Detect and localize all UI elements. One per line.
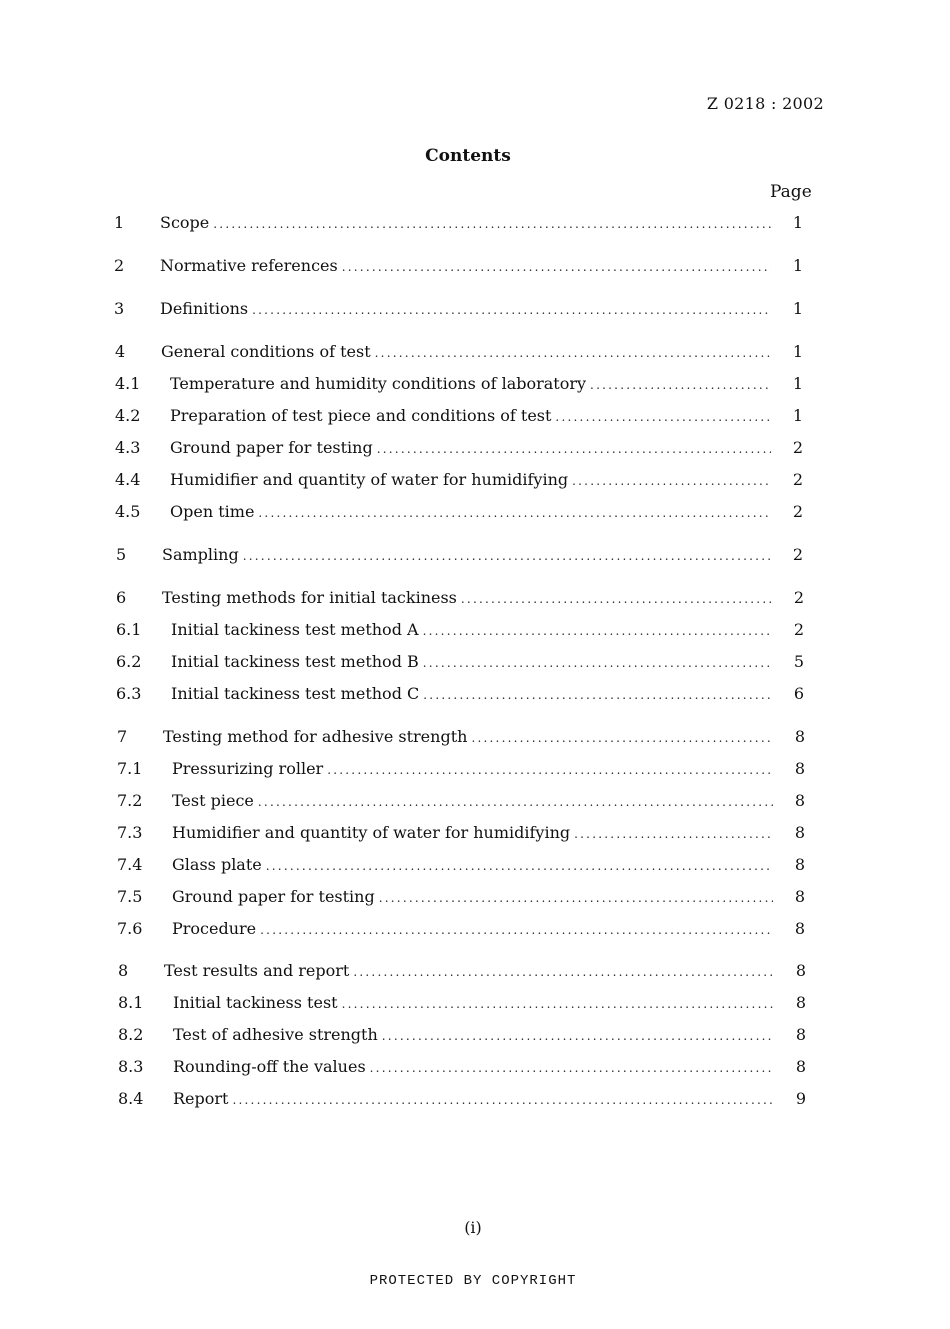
toc-entry-number: 7.5: [117, 887, 143, 906]
dot-leader: [375, 346, 771, 360]
dot-leader: [423, 688, 772, 702]
toc-entry[interactable]: [114, 299, 803, 323]
toc-entry-label: General conditions of test: [161, 342, 371, 361]
toc-entry-page: 9: [795, 1089, 806, 1108]
toc-entry-page: 8: [794, 791, 805, 810]
toc-entry-number: 3: [114, 299, 125, 318]
toc-entry-number: 4.4: [115, 470, 141, 489]
dot-leader: [342, 997, 774, 1011]
toc-entry[interactable]: [117, 759, 805, 783]
toc-entry-label: Report: [173, 1089, 229, 1108]
dot-leader: [574, 827, 773, 841]
toc-entry-page: 8: [795, 961, 806, 980]
toc-entry-number: 6: [116, 588, 127, 607]
toc-entry[interactable]: [118, 1089, 806, 1113]
toc-entry-page: 8: [794, 823, 805, 842]
toc-entry[interactable]: [116, 620, 804, 644]
toc-entry-label: Initial tackiness test method A: [171, 620, 419, 639]
dot-leader: [353, 965, 774, 979]
dot-leader: [327, 763, 773, 777]
toc-entry-label: Rounding-off the values: [173, 1057, 366, 1076]
dot-leader: [243, 549, 771, 563]
page-number: (i): [464, 1218, 482, 1237]
toc-entry-label: Initial tackiness test method B: [171, 652, 419, 671]
toc-entry-number: 7.2: [117, 791, 143, 810]
toc-entry-page: 8: [794, 919, 805, 938]
toc-entry[interactable]: [118, 1025, 806, 1049]
toc-entry-number: 7.3: [117, 823, 143, 842]
toc-entry-number: 7.1: [117, 759, 143, 778]
toc-entry[interactable]: [118, 961, 806, 985]
toc-entry-number: 8.2: [118, 1025, 144, 1044]
toc-entry[interactable]: [115, 470, 803, 494]
dot-leader: [555, 410, 771, 424]
toc-entry-number: 4.3: [115, 438, 141, 457]
toc-entry-label: Test of adhesive strength: [173, 1025, 378, 1044]
toc-entry-number: 1: [114, 213, 125, 232]
toc-entry-page: 8: [794, 759, 805, 778]
toc-entry-page: 1: [792, 299, 803, 318]
toc-entry-page: 1: [792, 213, 803, 232]
toc-entry-number: 8.3: [118, 1057, 144, 1076]
toc-entry-label: Ground paper for testing: [170, 438, 373, 457]
toc-entry-label: Scope: [160, 213, 210, 232]
toc-entry-number: 6.1: [116, 620, 142, 639]
dot-leader: [423, 656, 772, 670]
toc-entry-label: Test results and report: [164, 961, 350, 980]
toc-entry-label: Temperature and humidity conditions of laboratory: [170, 374, 587, 393]
copyright-notice: PROTECTED BY COPYRIGHT: [369, 1273, 577, 1289]
toc-entry-number: 4.2: [115, 406, 141, 425]
toc-entry-number: 7.4: [117, 855, 143, 874]
toc-entry-number: 8: [118, 961, 129, 980]
toc-entry-number: 2: [114, 256, 125, 275]
toc-entry-number: 7: [117, 727, 128, 746]
toc-entry-page: 2: [792, 470, 803, 489]
toc-entry-label: Pressurizing roller: [172, 759, 324, 778]
toc-entry-number: 8.4: [118, 1089, 144, 1108]
toc-entry[interactable]: [117, 887, 805, 911]
toc-entry[interactable]: [115, 502, 803, 526]
toc-entry-label: Definitions: [160, 299, 249, 318]
toc-entry[interactable]: [116, 652, 804, 676]
toc-entry-label: Initial tackiness test: [173, 993, 338, 1012]
toc-entry[interactable]: [115, 438, 803, 462]
toc-entry-label: Glass plate: [172, 855, 262, 874]
toc-entry-number: 6.2: [116, 652, 142, 671]
document-id: Z 0218 : 2002: [706, 94, 824, 113]
toc-entry-page: 8: [795, 993, 806, 1012]
toc-entry-number: 4.1: [115, 374, 141, 393]
toc-entry[interactable]: [115, 374, 803, 398]
dot-leader: [572, 474, 771, 488]
toc-entry[interactable]: [115, 406, 803, 430]
toc-entry-page: 8: [794, 887, 805, 906]
toc-entry-page: 8: [795, 1025, 806, 1044]
toc-entry-page: 2: [792, 438, 803, 457]
toc-entry-page: 2: [792, 502, 803, 521]
toc-entry-page: 1: [792, 406, 803, 425]
toc-entry-number: 7.6: [117, 919, 143, 938]
toc-entry-label: Testing method for adhesive strength: [163, 727, 468, 746]
toc-entry-label: Test piece: [172, 791, 254, 810]
dot-leader: [258, 795, 773, 809]
toc-entry-page: 1: [792, 342, 803, 361]
dot-leader: [382, 1029, 774, 1043]
toc-entry-number: 4.5: [115, 502, 141, 521]
toc-entry-page: 2: [792, 545, 803, 564]
dot-leader: [258, 506, 771, 520]
toc-entry[interactable]: [117, 919, 805, 943]
toc-entry[interactable]: [116, 545, 803, 569]
dot-leader: [471, 731, 773, 745]
toc-entry-label: Open time: [170, 502, 255, 521]
dot-leader: [377, 442, 771, 456]
dot-leader: [252, 303, 771, 317]
toc-entry-label: Preparation of test piece and conditions of test: [170, 406, 552, 425]
dot-leader: [260, 923, 773, 937]
dot-leader: [213, 217, 771, 231]
toc-entry-page: 1: [792, 256, 803, 275]
toc-entry[interactable]: [118, 1057, 806, 1081]
page-title: Contents: [425, 146, 511, 166]
toc-entry[interactable]: [117, 727, 805, 751]
toc-entry-page: 5: [793, 652, 804, 671]
toc-entry-label: Sampling: [162, 545, 239, 564]
toc-entry-page: 2: [793, 620, 804, 639]
dot-leader: [370, 1061, 774, 1075]
toc-entry-label: Procedure: [172, 919, 257, 938]
dot-leader: [379, 891, 773, 905]
toc-entry-label: Normative references: [160, 256, 338, 275]
toc-entry-label: Humidifier and quantity of water for humidifying: [172, 823, 571, 842]
toc-entry[interactable]: [114, 256, 803, 280]
toc-entry-label: Ground paper for testing: [172, 887, 375, 906]
toc-entry[interactable]: [115, 342, 803, 366]
dot-leader: [461, 592, 772, 606]
toc-entry[interactable]: [117, 791, 805, 815]
dot-leader: [232, 1093, 774, 1107]
toc-entry-label: Humidifier and quantity of water for humidifying: [170, 470, 569, 489]
toc-entry[interactable]: [114, 213, 803, 237]
toc-entry[interactable]: [117, 855, 805, 879]
toc-entry[interactable]: [117, 823, 805, 847]
toc-entry-page: 1: [792, 374, 803, 393]
toc-entry-page: 8: [794, 855, 805, 874]
toc-entry[interactable]: [118, 993, 806, 1017]
dot-leader: [342, 260, 771, 274]
toc-entry-number: 8.1: [118, 993, 144, 1012]
toc-entry-label: Initial tackiness test method C: [171, 684, 420, 703]
toc-entry-number: 4: [115, 342, 126, 361]
toc-entry-page: 8: [795, 1057, 806, 1076]
dot-leader: [266, 859, 773, 873]
toc-entry-number: 6.3: [116, 684, 142, 703]
toc-entry-number: 5: [116, 545, 127, 564]
toc-entry[interactable]: [116, 684, 804, 708]
toc-entry-page: 6: [793, 684, 804, 703]
dot-leader: [590, 378, 771, 392]
toc-entry-page: 2: [793, 588, 804, 607]
toc-entry-label: Testing methods for initial tackiness: [162, 588, 457, 607]
page-column-header: Page: [770, 182, 812, 202]
toc-entry-page: 8: [794, 727, 805, 746]
toc-entry[interactable]: [116, 588, 804, 612]
dot-leader: [423, 624, 772, 638]
